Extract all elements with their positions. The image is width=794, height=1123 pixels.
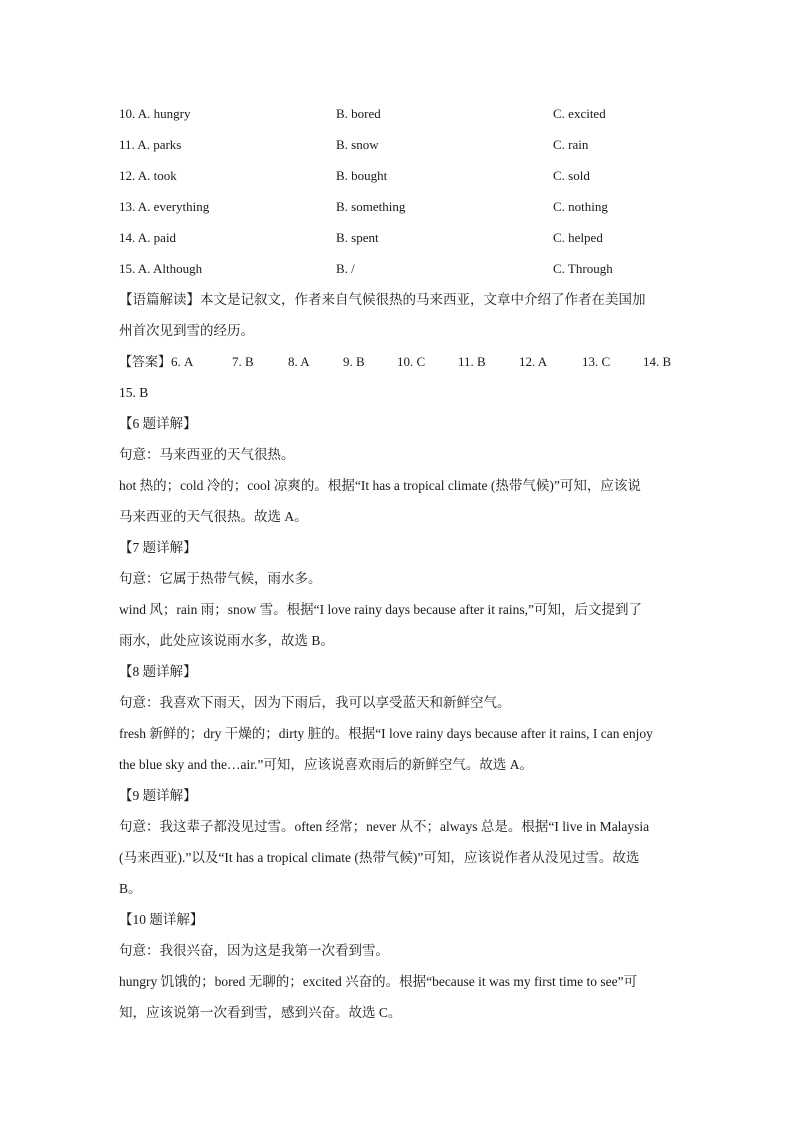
- option-a: 11. A. parks: [119, 137, 182, 152]
- answer-item: 9. B: [343, 354, 365, 369]
- option-c: C. Through: [553, 261, 613, 276]
- option-b: B. /: [336, 261, 355, 276]
- option-c: C. excited: [553, 106, 606, 121]
- detail-line: wind 风；rain 雨；snow 雪。根据“I love rainy days because after it rains,”可知，后文提到了: [119, 602, 643, 617]
- option-b: B. spent: [336, 230, 379, 245]
- option-b: B. bought: [336, 168, 388, 183]
- answer-item: 13. C: [582, 354, 611, 369]
- detail-q6: [119, 408, 679, 532]
- option-b: B. bored: [336, 106, 381, 121]
- answer-item-last: 15. B: [119, 385, 149, 400]
- answer-item: 【答案】6. A: [119, 354, 194, 369]
- option-row-10: [119, 98, 679, 129]
- interpretation-line-2: 州首次见到雪的经历。: [119, 323, 254, 338]
- option-c: C. helped: [553, 230, 603, 245]
- option-c: C. sold: [553, 168, 590, 183]
- detail-heading: 【8 题详解】: [119, 664, 197, 679]
- option-row-14: [119, 222, 679, 253]
- option-c: C. nothing: [553, 199, 608, 214]
- detail-heading: 【9 题详解】: [119, 788, 197, 803]
- detail-q7: [119, 532, 679, 656]
- answer-item: 14. B: [643, 354, 672, 369]
- detail-q10: [119, 904, 679, 1028]
- answer-item: 7. B: [232, 354, 254, 369]
- option-row-12: [119, 160, 679, 191]
- detail-line: 马来西亚的天气很热。故选 A。: [119, 509, 308, 524]
- detail-line: 句意：马来西亚的天气很热。: [119, 447, 295, 462]
- option-row-13: [119, 191, 679, 222]
- option-a: 12. A. took: [119, 168, 177, 183]
- detail-q9: [119, 780, 679, 904]
- option-row-11: [119, 129, 679, 160]
- detail-q8: [119, 656, 679, 780]
- interpretation-line-1: 【语篇解读】本文是记叙文，作者来自气候很热的马来西亚，文章中介绍了作者在美国加: [119, 292, 646, 307]
- option-a: 10. A. hungry: [119, 106, 191, 121]
- option-b: B. something: [336, 199, 406, 214]
- document-page: [119, 98, 679, 1028]
- option-c: C. rain: [553, 137, 589, 152]
- answer-item: 10. C: [397, 354, 426, 369]
- detail-line: 句意：我喜欢下雨天，因为下雨后，我可以享受蓝天和新鲜空气。: [119, 695, 511, 710]
- option-a: 13. A. everything: [119, 199, 210, 214]
- detail-line: 句意：我这辈子都没见过雪。often 经常；never 从不；always 总是。根据“I live in Malaysia: [119, 819, 650, 834]
- detail-heading: 【6 题详解】: [119, 416, 197, 431]
- detail-line: fresh 新鲜的；dry 干燥的；dirty 脏的。根据“I love rainy days because after it rains, I can enjoy: [119, 726, 653, 741]
- option-row-15: [119, 253, 679, 284]
- detail-line: B。: [119, 881, 142, 896]
- detail-heading: 【7 题详解】: [119, 540, 197, 555]
- detail-line: 知，应该说第一次看到雪，感到兴奋。故选 C。: [119, 1005, 402, 1020]
- detail-line: the blue sky and the…air.”可知，应该说喜欢雨后的新鲜空气。故选 A。: [119, 757, 533, 772]
- answer-key: [119, 346, 679, 377]
- option-a: 14. A. paid: [119, 230, 177, 245]
- detail-line: 雨水，此处应该说雨水多，故选 B。: [119, 633, 334, 648]
- detail-heading: 【10 题详解】: [119, 912, 204, 927]
- detail-line: hot 热的；cold 冷的；cool 凉爽的。根据“It has a tropical climate (热带气候)”可知，应该说: [119, 478, 641, 493]
- detail-line: 句意：我很兴奋，因为这是我第一次看到雪。: [119, 943, 389, 958]
- option-a: 15. A. Although: [119, 261, 203, 276]
- answer-item: 12. A: [519, 354, 548, 369]
- answer-item: 8. A: [288, 354, 310, 369]
- detail-line: 句意：它属于热带气候，雨水多。: [119, 571, 322, 586]
- detail-line: (马来西亚).”以及“It has a tropical climate (热带气候)”可知，应该说作者从没见过雪。故选: [119, 850, 640, 865]
- options-list: [119, 98, 679, 284]
- detail-line: hungry 饥饿的；bored 无聊的；excited 兴奋的。根据“because it was my first time to see”可: [119, 974, 638, 989]
- option-b: B. snow: [336, 137, 379, 152]
- answer-item: 11. B: [458, 354, 486, 369]
